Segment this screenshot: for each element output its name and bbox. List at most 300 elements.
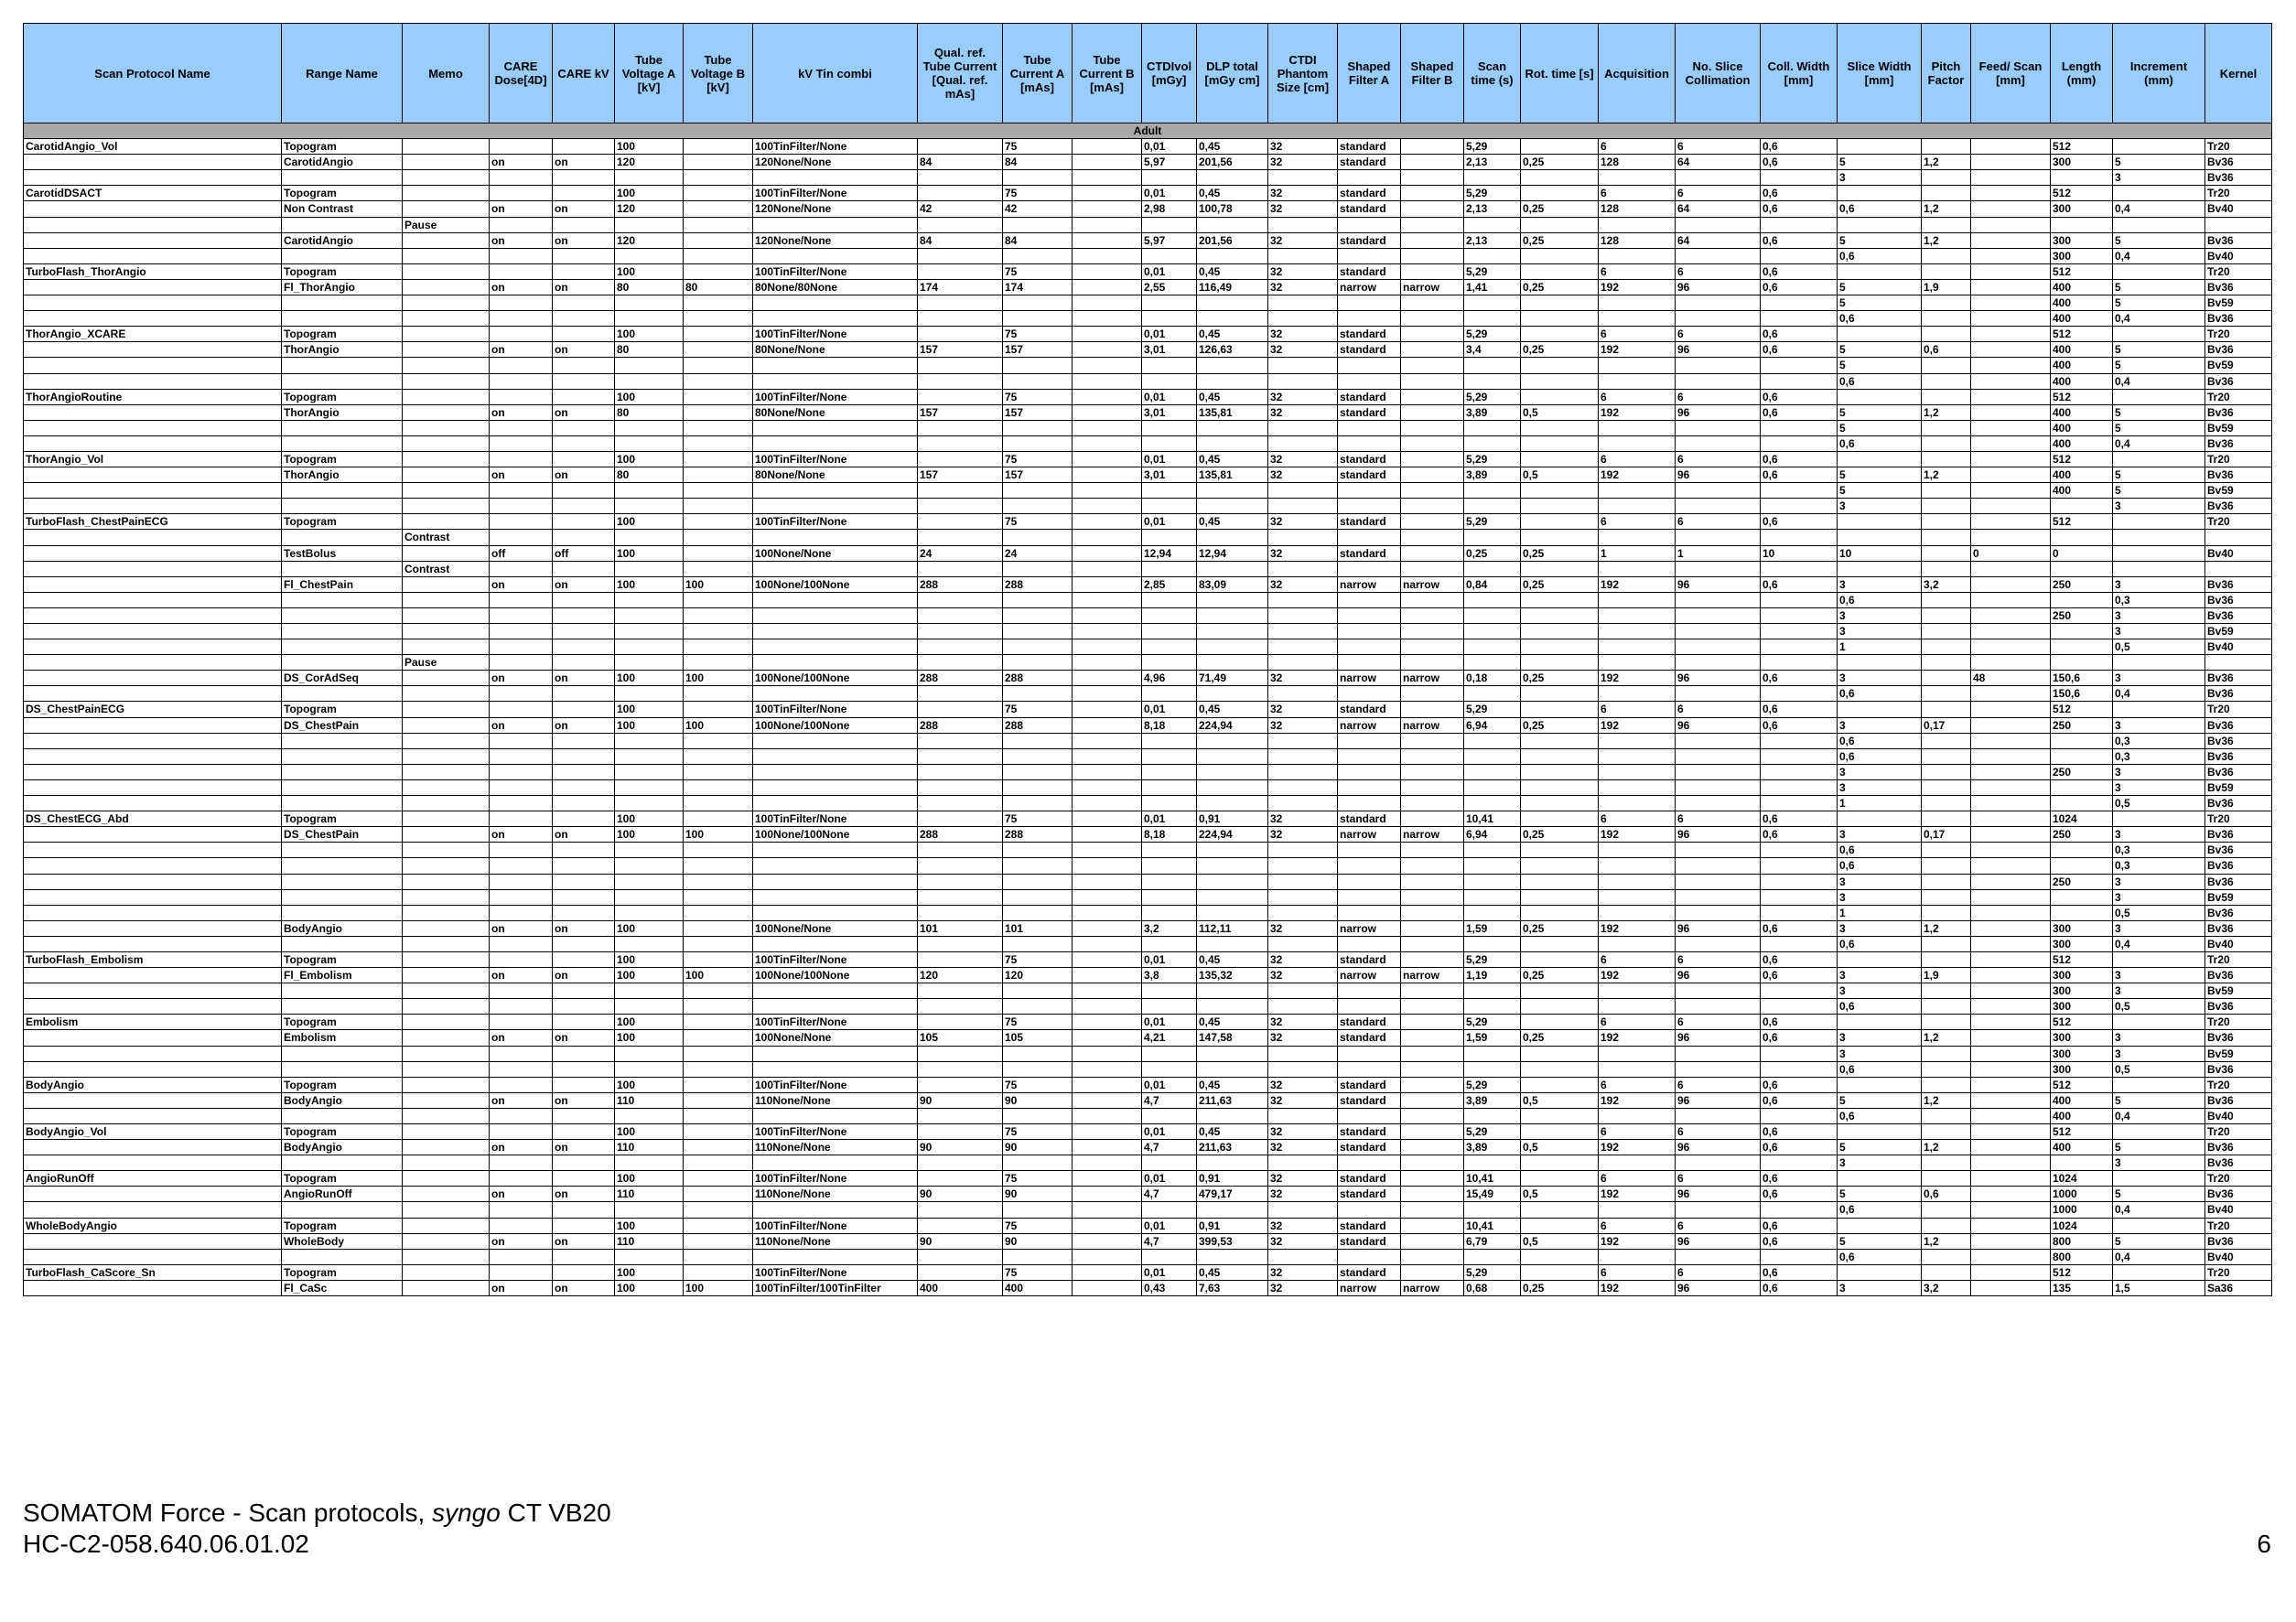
table-cell: [1971, 764, 2051, 779]
table-cell: [684, 483, 753, 499]
table-cell: [1197, 1202, 1268, 1218]
table-cell: 1,2: [1922, 1140, 1971, 1155]
table-cell: 32: [1268, 451, 1338, 467]
table-cell: 1,59: [1464, 920, 1521, 936]
table-cell: [1521, 1249, 1599, 1264]
table-cell: [490, 843, 553, 858]
table-cell: [1268, 217, 1338, 232]
table-cell: [1838, 1124, 1922, 1140]
table-cell: [1922, 186, 1971, 201]
table-cell: [490, 1124, 553, 1140]
table-cell: [1838, 263, 1922, 279]
table-cell: Pause: [403, 217, 490, 232]
table-cell: 3,89: [1464, 404, 1521, 420]
table-cell: Tr20: [2205, 1218, 2272, 1233]
table-cell: [684, 514, 753, 530]
table-cell: [753, 435, 918, 451]
table-cell: 80None/None: [753, 342, 918, 358]
table-cell: Bv59: [2205, 1046, 2272, 1061]
table-cell: [553, 748, 615, 764]
table-cell: [1922, 889, 1971, 905]
table-cell: [1142, 1249, 1197, 1264]
table-cell: 0,3: [2113, 748, 2205, 764]
table-cell: [403, 1171, 490, 1187]
table-cell: [282, 561, 403, 576]
table-cell: [1401, 779, 1464, 795]
table-cell: [1676, 1202, 1761, 1218]
table-cell: Topogram: [282, 811, 403, 827]
table-cell: 3,89: [1464, 1092, 1521, 1108]
table-cell: [918, 1077, 1003, 1092]
table-cell: [1401, 733, 1464, 748]
table-cell: [403, 827, 490, 843]
table-cell: 0,01: [1142, 451, 1197, 467]
table-cell: 3: [1838, 717, 1922, 733]
table-cell: [1521, 1108, 1599, 1123]
table-cell: [1142, 733, 1197, 748]
table-cell: [1761, 1108, 1838, 1123]
table-cell: 0,01: [1142, 702, 1197, 717]
table-cell: [553, 1155, 615, 1171]
table-cell: [282, 420, 403, 435]
table-cell: 0,6: [1761, 1264, 1838, 1280]
table-cell: [490, 764, 553, 779]
table-cell: [684, 748, 753, 764]
table-cell: [753, 686, 918, 702]
table-cell: [1073, 764, 1142, 779]
table-cell: [1599, 499, 1676, 514]
table-cell: Bv36: [2205, 968, 2272, 983]
table-cell: [753, 311, 918, 327]
table-cell: 5: [1838, 1140, 1922, 1155]
table-cell: [1073, 373, 1142, 389]
table-cell: 96: [1676, 279, 1761, 295]
table-cell: [1338, 624, 1401, 639]
table-row: [24, 404, 2272, 420]
table-cell: [1073, 811, 1142, 827]
table-cell: [1521, 139, 1599, 155]
table-cell: [490, 435, 553, 451]
table-cell: [1838, 530, 1922, 545]
table-cell: 3: [2113, 827, 2205, 843]
table-row: [24, 717, 2272, 733]
table-cell: 6: [1599, 327, 1676, 342]
table-cell: [403, 1280, 490, 1295]
table-cell: [1838, 327, 1922, 342]
table-cell: on: [553, 201, 615, 217]
table-cell: [753, 905, 918, 920]
table-row: [24, 1061, 2272, 1077]
table-cell: [1838, 951, 1922, 967]
table-cell: 5: [2113, 1233, 2205, 1249]
table-cell: 6: [1599, 186, 1676, 201]
table-cell: [1401, 1015, 1464, 1030]
table-cell: [403, 671, 490, 686]
table-cell: [1338, 217, 1401, 232]
table-cell: [615, 1108, 684, 1123]
table-cell: Bv36: [2205, 686, 2272, 702]
table-cell: [24, 1140, 282, 1155]
table-row: [24, 827, 2272, 843]
table-cell: [403, 1108, 490, 1123]
table-cell: 192: [1599, 1187, 1676, 1202]
table-cell: [1401, 342, 1464, 358]
table-cell: 5,97: [1142, 232, 1197, 248]
table-cell: [1073, 1187, 1142, 1202]
table-cell: 288: [918, 717, 1003, 733]
table-cell: 0,5: [2113, 796, 2205, 811]
table-cell: narrow: [1401, 968, 1464, 983]
table-cell: on: [490, 404, 553, 420]
table-cell: [1338, 1249, 1401, 1264]
table-cell: 250: [2051, 607, 2113, 623]
table-cell: [684, 1155, 753, 1171]
table-cell: [753, 483, 918, 499]
table-cell: 90: [918, 1233, 1003, 1249]
table-cell: on: [490, 1092, 553, 1108]
table-cell: [1971, 217, 2051, 232]
table-cell: [1971, 827, 2051, 843]
table-cell: [753, 592, 918, 607]
table-cell: [1073, 592, 1142, 607]
table-cell: 32: [1268, 920, 1338, 936]
table-cell: [553, 1108, 615, 1123]
table-cell: [1676, 607, 1761, 623]
table-cell: [282, 874, 403, 889]
table-cell: [24, 686, 282, 702]
table-cell: 5: [2113, 342, 2205, 358]
table-row: [24, 1155, 2272, 1171]
table-cell: [1003, 686, 1073, 702]
table-cell: [684, 983, 753, 999]
table-cell: [1401, 389, 1464, 404]
table-cell: 0,6: [1838, 843, 1922, 858]
table-cell: ThorAngio: [282, 342, 403, 358]
table-cell: 0,91: [1197, 811, 1268, 827]
table-cell: [615, 733, 684, 748]
table-cell: 32: [1268, 811, 1338, 827]
table-cell: 90: [1003, 1140, 1073, 1155]
table-cell: [1761, 843, 1838, 858]
table-cell: 0,25: [1521, 279, 1599, 295]
table-cell: 105: [918, 1030, 1003, 1046]
table-cell: [24, 373, 282, 389]
table-cell: 90: [1003, 1187, 1073, 1202]
table-cell: [403, 1030, 490, 1046]
table-cell: 1: [1676, 545, 1761, 561]
table-cell: 75: [1003, 451, 1073, 467]
table-cell: 3,89: [1464, 467, 1521, 483]
table-cell: 150,6: [2051, 671, 2113, 686]
table-cell: on: [490, 342, 553, 358]
table-cell: 5,29: [1464, 139, 1521, 155]
table-cell: [1971, 983, 2051, 999]
table-cell: [403, 1155, 490, 1171]
table-cell: 5: [2113, 1140, 2205, 1155]
table-cell: [684, 733, 753, 748]
table-cell: [24, 779, 282, 795]
table-cell: [1971, 1030, 2051, 1046]
table-cell: [1599, 420, 1676, 435]
table-cell: [1971, 467, 2051, 483]
table-cell: 100TinFilter/None: [753, 1218, 918, 1233]
table-cell: [1073, 1264, 1142, 1280]
table-cell: 0,45: [1197, 1124, 1268, 1140]
table-cell: [24, 545, 282, 561]
table-cell: [1197, 764, 1268, 779]
table-cell: [1521, 811, 1599, 827]
table-cell: 0,6: [1838, 1061, 1922, 1077]
table-cell: [403, 639, 490, 655]
table-cell: [1838, 451, 1922, 467]
table-cell: 5,29: [1464, 327, 1521, 342]
table-cell: [403, 951, 490, 967]
table-cell: Bv36: [2205, 796, 2272, 811]
table-cell: 3: [2113, 920, 2205, 936]
table-cell: [753, 936, 918, 951]
table-cell: [403, 1140, 490, 1155]
table-row: [24, 920, 2272, 936]
table-cell: [684, 139, 753, 155]
table-cell: 6: [1676, 1171, 1761, 1187]
table-row: [24, 248, 2272, 263]
table-cell: [753, 858, 918, 874]
table-cell: [1268, 295, 1338, 311]
table-cell: [1268, 248, 1338, 263]
table-cell: 120None/None: [753, 232, 918, 248]
table-cell: [553, 858, 615, 874]
table-cell: [403, 467, 490, 483]
table-cell: [1599, 1155, 1676, 1171]
table-cell: 100: [615, 514, 684, 530]
table-cell: [1676, 655, 1761, 671]
table-cell: 110: [615, 1233, 684, 1249]
table-cell: ThorAngio_Vol: [24, 451, 282, 467]
table-cell: standard: [1338, 1124, 1401, 1140]
table-cell: 0,6: [1838, 373, 1922, 389]
table-cell: [1401, 607, 1464, 623]
table-cell: [1521, 358, 1599, 373]
table-cell: 80None/80None: [753, 279, 918, 295]
table-cell: 3: [1838, 889, 1922, 905]
table-cell: 192: [1599, 1092, 1676, 1108]
table-row: [24, 1249, 2272, 1264]
table-cell: 96: [1676, 920, 1761, 936]
table-cell: [1599, 655, 1676, 671]
table-cell: 192: [1599, 1140, 1676, 1155]
table-cell: 96: [1676, 1280, 1761, 1295]
column-header: Kernel: [2205, 24, 2272, 124]
table-cell: [282, 217, 403, 232]
table-cell: [1401, 295, 1464, 311]
table-cell: [490, 624, 553, 639]
table-cell: 479,17: [1197, 1187, 1268, 1202]
table-cell: [282, 483, 403, 499]
table-cell: [553, 373, 615, 389]
table-cell: [24, 248, 282, 263]
table-cell: [403, 1233, 490, 1249]
table-cell: ThorAngioRoutine: [24, 389, 282, 404]
table-cell: [2051, 561, 2113, 576]
table-cell: [1971, 279, 2051, 295]
table-cell: 6,79: [1464, 1233, 1521, 1249]
table-cell: Bv36: [2205, 435, 2272, 451]
table-cell: [1464, 999, 1521, 1015]
table-row: [24, 858, 2272, 874]
table-cell: 0,4: [2113, 1249, 2205, 1264]
table-cell: [553, 170, 615, 186]
table-cell: [684, 936, 753, 951]
table-cell: [1521, 1218, 1599, 1233]
table-cell: [918, 327, 1003, 342]
table-cell: [282, 655, 403, 671]
table-cell: [1073, 514, 1142, 530]
table-cell: 300: [2051, 968, 2113, 983]
table-cell: 100: [684, 1280, 753, 1295]
table-cell: 0,6: [1761, 827, 1838, 843]
table-cell: 0,5: [2113, 999, 2205, 1015]
table-cell: [1599, 779, 1676, 795]
table-cell: on: [553, 342, 615, 358]
table-cell: 32: [1268, 1280, 1338, 1295]
table-cell: [1599, 686, 1676, 702]
table-cell: 100None/None: [753, 1030, 918, 1046]
table-cell: [1401, 1249, 1464, 1264]
table-cell: [1838, 139, 1922, 155]
table-cell: [553, 889, 615, 905]
table-cell: [1073, 827, 1142, 843]
table-cell: 6: [1676, 451, 1761, 467]
table-cell: ThorAngio: [282, 467, 403, 483]
table-cell: [615, 748, 684, 764]
table-cell: [918, 874, 1003, 889]
table-cell: 5: [2113, 467, 2205, 483]
table-cell: [1922, 327, 1971, 342]
table-cell: [1971, 1264, 2051, 1280]
table-cell: [684, 311, 753, 327]
table-cell: 8,18: [1142, 827, 1197, 843]
table-cell: 71,49: [1197, 671, 1268, 686]
table-cell: 0,6: [1922, 1187, 1971, 1202]
table-cell: [1197, 889, 1268, 905]
table-cell: [1003, 1061, 1073, 1077]
table-cell: 100TinFilter/None: [753, 514, 918, 530]
table-cell: [1521, 1155, 1599, 1171]
table-cell: 0,01: [1142, 514, 1197, 530]
table-cell: [1922, 1264, 1971, 1280]
table-cell: [1761, 779, 1838, 795]
table-cell: 3: [1838, 1030, 1922, 1046]
table-cell: [684, 1218, 753, 1233]
table-cell: Bv36: [2205, 607, 2272, 623]
table-cell: 96: [1676, 827, 1761, 843]
table-cell: 6: [1599, 451, 1676, 467]
table-cell: narrow: [1401, 1280, 1464, 1295]
table-cell: [1922, 420, 1971, 435]
table-cell: [24, 592, 282, 607]
table-cell: [918, 702, 1003, 717]
table-cell: 0,01: [1142, 263, 1197, 279]
table-cell: 3: [1838, 607, 1922, 623]
table-cell: 0,25: [1521, 1030, 1599, 1046]
table-cell: [282, 733, 403, 748]
table-cell: [1401, 1108, 1464, 1123]
table-cell: [1003, 655, 1073, 671]
table-cell: 512: [2051, 702, 2113, 717]
table-cell: [615, 311, 684, 327]
table-cell: 5: [1838, 155, 1922, 170]
table-cell: [24, 796, 282, 811]
table-cell: [24, 201, 282, 217]
table-cell: [1268, 905, 1338, 920]
table-cell: 96: [1676, 968, 1761, 983]
table-cell: [615, 499, 684, 514]
table-cell: on: [490, 671, 553, 686]
table-cell: [1003, 733, 1073, 748]
table-cell: 3,8: [1142, 968, 1197, 983]
table-cell: [2113, 702, 2205, 717]
table-cell: [1971, 1202, 2051, 1218]
table-cell: [490, 748, 553, 764]
table-cell: [403, 607, 490, 623]
table-cell: Tr20: [2205, 186, 2272, 201]
table-cell: [490, 358, 553, 373]
table-row: [24, 1233, 2272, 1249]
table-cell: 201,56: [1197, 232, 1268, 248]
table-cell: [2113, 561, 2205, 576]
table-cell: [1599, 1046, 1676, 1061]
table-cell: 110None/None: [753, 1233, 918, 1249]
table-cell: 1: [1838, 905, 1922, 920]
table-row: [24, 968, 2272, 983]
table-cell: 3: [2113, 576, 2205, 592]
table-cell: [1197, 607, 1268, 623]
table-cell: [403, 483, 490, 499]
table-cell: [1073, 342, 1142, 358]
table-cell: [1922, 1171, 1971, 1187]
table-cell: 192: [1599, 920, 1676, 936]
table-cell: 0,25: [1521, 342, 1599, 358]
table-cell: 100TinFilter/None: [753, 1077, 918, 1092]
table-cell: [2205, 530, 2272, 545]
table-cell: [1003, 905, 1073, 920]
table-cell: 42: [1003, 201, 1073, 217]
table-cell: [1338, 764, 1401, 779]
table-cell: [403, 796, 490, 811]
table-cell: [1464, 639, 1521, 655]
table-cell: [1142, 499, 1197, 514]
table-cell: 0,43: [1142, 1280, 1197, 1295]
table-cell: narrow: [1401, 279, 1464, 295]
table-cell: 0,5: [1521, 1187, 1599, 1202]
table-row: [24, 545, 2272, 561]
table-cell: [403, 1077, 490, 1092]
table-cell: on: [553, 1030, 615, 1046]
table-cell: [490, 951, 553, 967]
table-cell: [1197, 1046, 1268, 1061]
table-cell: 2,55: [1142, 279, 1197, 295]
table-cell: [1521, 1015, 1599, 1030]
table-cell: 0,6: [1838, 592, 1922, 607]
table-cell: [1521, 748, 1599, 764]
table-cell: on: [553, 404, 615, 420]
table-cell: on: [553, 467, 615, 483]
table-cell: 0,6: [1761, 1187, 1838, 1202]
table-cell: [1599, 170, 1676, 186]
table-cell: [1003, 858, 1073, 874]
table-cell: 0,4: [2113, 248, 2205, 263]
table-cell: [403, 779, 490, 795]
